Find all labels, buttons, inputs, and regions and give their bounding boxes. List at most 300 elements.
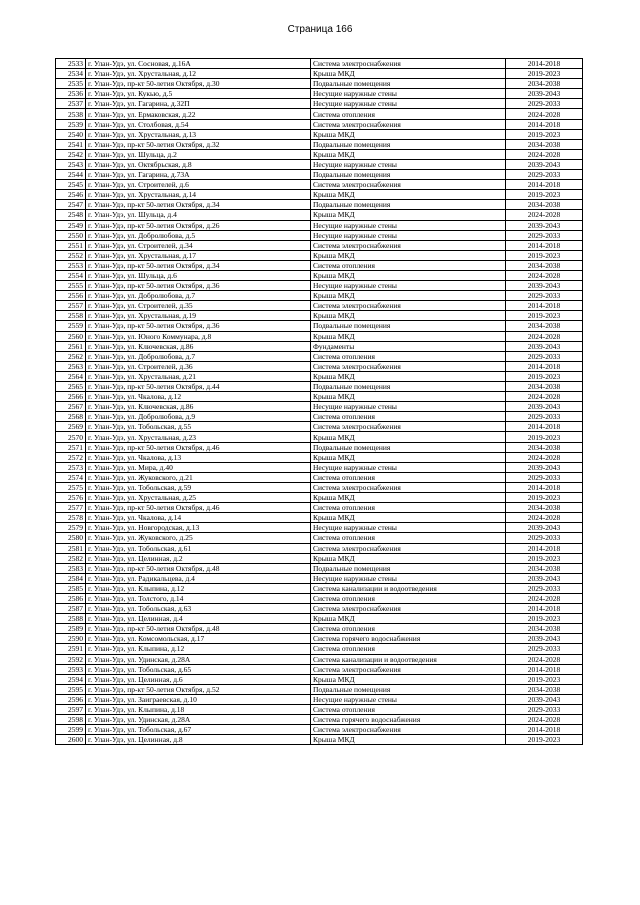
work-type-cell: Крыша МКД	[311, 210, 506, 220]
table-row	[56, 604, 583, 614]
period-cell: 2019-2023	[506, 69, 583, 79]
row-number: 2599	[56, 725, 86, 735]
row-number: 2578	[56, 513, 86, 523]
table-row	[56, 69, 583, 79]
address-cell: г. Улан-Удэ, ул. Добролюбова, д.7	[86, 291, 311, 301]
row-number: 2535	[56, 79, 86, 89]
work-type-cell: Система канализации и водоотведения	[311, 654, 506, 664]
work-type-cell: Система отопления	[311, 472, 506, 482]
period-cell: 2024-2028	[506, 149, 583, 159]
work-type-cell: Несущие наружные стены	[311, 159, 506, 169]
address-cell: г. Улан-Удэ, ул. Целинная, д.8	[86, 735, 311, 745]
row-number: 2542	[56, 149, 86, 159]
address-cell: г. Улан-Удэ, пр-кт 50-летия Октября, д.46	[86, 503, 311, 513]
table-row	[56, 210, 583, 220]
work-type-cell: Несущие наружные стены	[311, 694, 506, 704]
row-number: 2575	[56, 482, 86, 492]
table-row	[56, 200, 583, 210]
row-number: 2546	[56, 190, 86, 200]
row-number: 2552	[56, 250, 86, 260]
period-cell: 2014-2018	[506, 180, 583, 190]
work-type-cell: Система электроснабжения	[311, 664, 506, 674]
table-row	[56, 119, 583, 129]
row-number: 2554	[56, 270, 86, 280]
address-cell: г. Улан-Удэ, ул. Клыпина, д.12	[86, 644, 311, 654]
table-row	[56, 260, 583, 270]
period-cell: 2039-2043	[506, 89, 583, 99]
period-cell: 2029-2033	[506, 351, 583, 361]
table-row	[56, 371, 583, 381]
period-cell: 2034-2038	[506, 503, 583, 513]
row-number: 2556	[56, 291, 86, 301]
table-row	[56, 311, 583, 321]
table-row	[56, 190, 583, 200]
period-cell: 2024-2028	[506, 452, 583, 462]
period-cell: 2034-2038	[506, 260, 583, 270]
table-row	[56, 139, 583, 149]
period-cell: 2024-2028	[506, 513, 583, 523]
period-cell: 2024-2028	[506, 392, 583, 402]
row-number: 2582	[56, 553, 86, 563]
row-number: 2550	[56, 230, 86, 240]
table-row	[56, 614, 583, 624]
row-number: 2570	[56, 432, 86, 442]
row-number: 2536	[56, 89, 86, 99]
row-number: 2538	[56, 109, 86, 119]
address-cell: г. Улан-Удэ, ул. Хрустальная, д.21	[86, 371, 311, 381]
table-row	[56, 482, 583, 492]
period-cell: 2014-2018	[506, 725, 583, 735]
table-row	[56, 442, 583, 452]
address-cell: г. Улан-Удэ, ул. Хрустальная, д.19	[86, 311, 311, 321]
table-row	[56, 99, 583, 109]
work-type-cell: Фундаменты	[311, 341, 506, 351]
work-type-cell: Крыша МКД	[311, 674, 506, 684]
period-cell: 2029-2033	[506, 291, 583, 301]
row-number: 2574	[56, 472, 86, 482]
table-row	[56, 382, 583, 392]
work-type-cell: Система электроснабжения	[311, 543, 506, 553]
address-cell: г. Улан-Удэ, ул. Строителей, д.36	[86, 361, 311, 371]
work-type-cell: Система горячего водоснабжения	[311, 634, 506, 644]
period-cell: 2014-2018	[506, 482, 583, 492]
work-type-cell: Подвальные помещения	[311, 684, 506, 694]
address-cell: г. Улан-Удэ, ул. Хрустальная, д.14	[86, 190, 311, 200]
period-cell: 2029-2033	[506, 583, 583, 593]
period-cell: 2034-2038	[506, 624, 583, 634]
table-row	[56, 735, 583, 745]
period-cell: 2019-2023	[506, 553, 583, 563]
period-cell: 2019-2023	[506, 371, 583, 381]
address-cell: г. Улан-Удэ, ул. Хрустальная, д.25	[86, 493, 311, 503]
table-row	[56, 402, 583, 412]
row-number: 2555	[56, 281, 86, 291]
period-cell: 2014-2018	[506, 119, 583, 129]
work-type-cell: Система отопления	[311, 705, 506, 715]
table-row	[56, 654, 583, 664]
table-row	[56, 331, 583, 341]
period-cell: 2029-2033	[506, 533, 583, 543]
work-type-cell: Система электроснабжения	[311, 240, 506, 250]
row-number: 2593	[56, 664, 86, 674]
address-cell: г. Улан-Удэ, пр-кт 50-летия Октября, д.36	[86, 281, 311, 291]
work-type-cell: Система отопления	[311, 351, 506, 361]
period-cell: 2034-2038	[506, 79, 583, 89]
period-cell: 2019-2023	[506, 493, 583, 503]
address-cell: г. Улан-Удэ, ул. Новгородская, д.13	[86, 523, 311, 533]
work-type-cell: Несущие наружные стены	[311, 281, 506, 291]
period-cell: 2029-2033	[506, 99, 583, 109]
period-cell: 2034-2038	[506, 684, 583, 694]
table-row	[56, 533, 583, 543]
address-cell: г. Улан-Удэ, ул. Столбовая, д.54	[86, 119, 311, 129]
address-cell: г. Улан-Удэ, ул. Хрустальная, д.13	[86, 129, 311, 139]
row-number: 2566	[56, 392, 86, 402]
period-cell: 2019-2023	[506, 674, 583, 684]
address-cell: г. Улан-Удэ, ул. Клыпина, д.12	[86, 583, 311, 593]
address-cell: г. Улан-Удэ, ул. Заиграевская, д.10	[86, 694, 311, 704]
work-type-cell: Система электроснабжения	[311, 59, 506, 69]
address-cell: г. Улан-Удэ, ул. Хрустальная, д.17	[86, 250, 311, 260]
address-cell: г. Улан-Удэ, ул. Гагарина, д.73А	[86, 170, 311, 180]
table-row	[56, 583, 583, 593]
address-cell: г. Улан-Удэ, ул. Тобольская, д.55	[86, 422, 311, 432]
row-number: 2540	[56, 129, 86, 139]
work-type-cell: Несущие наружные стены	[311, 462, 506, 472]
address-cell: г. Улан-Удэ, ул. Чкалова, д.14	[86, 513, 311, 523]
period-cell: 2039-2043	[506, 159, 583, 169]
period-cell: 2024-2028	[506, 109, 583, 119]
table-row	[56, 220, 583, 230]
address-cell: г. Улан-Удэ, ул. Целинная, д.6	[86, 674, 311, 684]
row-number: 2584	[56, 573, 86, 583]
work-type-cell: Подвальные помещения	[311, 442, 506, 452]
address-cell: г. Улан-Удэ, ул. Строителей, д.6	[86, 180, 311, 190]
work-type-cell: Подвальные помещения	[311, 321, 506, 331]
period-cell: 2034-2038	[506, 382, 583, 392]
row-number: 2594	[56, 674, 86, 684]
period-cell: 2019-2023	[506, 432, 583, 442]
work-type-cell: Подвальные помещения	[311, 200, 506, 210]
row-number: 2537	[56, 99, 86, 109]
table-row	[56, 361, 583, 371]
address-cell: г. Улан-Удэ, пр-кт 50-летия Октября, д.46	[86, 442, 311, 452]
period-cell: 2039-2043	[506, 220, 583, 230]
table-row	[56, 573, 583, 583]
row-number: 2562	[56, 351, 86, 361]
table-row	[56, 180, 583, 190]
period-cell: 2014-2018	[506, 604, 583, 614]
address-cell: г. Улан-Удэ, ул. Клыпина, д.18	[86, 705, 311, 715]
work-type-cell: Система электроснабжения	[311, 482, 506, 492]
address-cell: г. Улан-Удэ, пр-кт 50-летия Октября, д.36	[86, 321, 311, 331]
address-cell: г. Улан-Удэ, ул. Шульца, д.6	[86, 270, 311, 280]
row-number: 2560	[56, 331, 86, 341]
work-type-cell: Крыша МКД	[311, 371, 506, 381]
table-row	[56, 270, 583, 280]
row-number: 2545	[56, 180, 86, 190]
address-cell: г. Улан-Удэ, пр-кт 50-летия Октября, д.48	[86, 624, 311, 634]
table-row	[56, 472, 583, 482]
period-cell: 2029-2033	[506, 472, 583, 482]
row-number: 2558	[56, 311, 86, 321]
row-number: 2572	[56, 452, 86, 462]
period-cell: 2014-2018	[506, 543, 583, 553]
table-row	[56, 321, 583, 331]
row-number: 2547	[56, 200, 86, 210]
row-number: 2549	[56, 220, 86, 230]
table-row	[56, 725, 583, 735]
address-cell: г. Улан-Удэ, пр-кт 50-летия Октября, д.52	[86, 684, 311, 694]
row-number: 2541	[56, 139, 86, 149]
period-cell: 2019-2023	[506, 311, 583, 321]
address-cell: г. Улан-Удэ, ул. Шульца, д.2	[86, 149, 311, 159]
work-type-cell: Несущие наружные стены	[311, 220, 506, 230]
address-cell: г. Улан-Удэ, ул. Хрустальная, д.23	[86, 432, 311, 442]
table-row	[56, 301, 583, 311]
address-cell: г. Улан-Удэ, ул. Кукью, д.5	[86, 89, 311, 99]
table-row	[56, 281, 583, 291]
table-row	[56, 503, 583, 513]
address-cell: г. Улан-Удэ, ул. Ключевская, д.86	[86, 402, 311, 412]
period-cell: 2039-2043	[506, 462, 583, 472]
row-number: 2571	[56, 442, 86, 452]
table-row	[56, 523, 583, 533]
register-table	[55, 58, 583, 745]
period-cell: 2019-2023	[506, 250, 583, 260]
table-row	[56, 109, 583, 119]
row-number: 2553	[56, 260, 86, 270]
work-type-cell: Крыша МКД	[311, 331, 506, 341]
row-number: 2600	[56, 735, 86, 745]
work-type-cell: Крыша МКД	[311, 553, 506, 563]
address-cell: г. Улан-Удэ, ул. Удинская, д.28А	[86, 715, 311, 725]
period-cell: 2039-2043	[506, 634, 583, 644]
period-cell: 2019-2023	[506, 614, 583, 624]
row-number: 2534	[56, 69, 86, 79]
row-number: 2585	[56, 583, 86, 593]
work-type-cell: Система электроснабжения	[311, 725, 506, 735]
period-cell: 2024-2028	[506, 210, 583, 220]
row-number: 2589	[56, 624, 86, 634]
row-number: 2590	[56, 634, 86, 644]
work-type-cell: Крыша МКД	[311, 513, 506, 523]
work-type-cell: Несущие наружные стены	[311, 99, 506, 109]
row-number: 2569	[56, 422, 86, 432]
row-number: 2588	[56, 614, 86, 624]
table-row	[56, 412, 583, 422]
period-cell: 2024-2028	[506, 654, 583, 664]
work-type-cell: Подвальные помещения	[311, 382, 506, 392]
table-row	[56, 553, 583, 563]
table-row	[56, 513, 583, 523]
table-row	[56, 694, 583, 704]
work-type-cell: Крыша МКД	[311, 250, 506, 260]
address-cell: г. Улан-Удэ, ул. Добролюбова, д.5	[86, 230, 311, 240]
work-type-cell: Подвальные помещения	[311, 563, 506, 573]
work-type-cell: Подвальные помещения	[311, 79, 506, 89]
table-row	[56, 715, 583, 725]
address-cell: г. Улан-Удэ, ул. Мира, д.40	[86, 462, 311, 472]
table-row	[56, 89, 583, 99]
address-cell: г. Улан-Удэ, ул. Чкалова, д.12	[86, 392, 311, 402]
work-type-cell: Несущие наружные стены	[311, 402, 506, 412]
row-number: 2559	[56, 321, 86, 331]
row-number: 2539	[56, 119, 86, 129]
row-number: 2576	[56, 493, 86, 503]
work-type-cell: Несущие наружные стены	[311, 523, 506, 533]
row-number: 2573	[56, 462, 86, 472]
period-cell: 2039-2043	[506, 341, 583, 351]
row-number: 2548	[56, 210, 86, 220]
address-cell: г. Улан-Удэ, ул. Радикальцева, д.4	[86, 573, 311, 583]
table-row	[56, 79, 583, 89]
period-cell: 2024-2028	[506, 715, 583, 725]
row-number: 2592	[56, 654, 86, 664]
work-type-cell: Крыша МКД	[311, 69, 506, 79]
table-row	[56, 159, 583, 169]
address-cell: г. Улан-Удэ, ул. Тобольская, д.63	[86, 604, 311, 614]
period-cell: 2024-2028	[506, 331, 583, 341]
address-cell: г. Улан-Удэ, пр-кт 50-летия Октября, д.48	[86, 563, 311, 573]
table-row	[56, 341, 583, 351]
period-cell: 2029-2033	[506, 170, 583, 180]
work-type-cell: Крыша МКД	[311, 432, 506, 442]
row-number: 2591	[56, 644, 86, 654]
row-number: 2561	[56, 341, 86, 351]
table-row	[56, 705, 583, 715]
period-cell: 2039-2043	[506, 694, 583, 704]
table-row	[56, 563, 583, 573]
work-type-cell: Система отопления	[311, 260, 506, 270]
address-cell: г. Улан-Удэ, ул. Добролюбова, д.9	[86, 412, 311, 422]
period-cell: 2014-2018	[506, 361, 583, 371]
work-type-cell: Система отопления	[311, 503, 506, 513]
work-type-cell: Крыша МКД	[311, 291, 506, 301]
table-row	[56, 351, 583, 361]
work-type-cell: Подвальные помещения	[311, 170, 506, 180]
work-type-cell: Система отопления	[311, 109, 506, 119]
table-row	[56, 230, 583, 240]
row-number: 2586	[56, 593, 86, 603]
period-cell: 2034-2038	[506, 563, 583, 573]
row-number: 2597	[56, 705, 86, 715]
work-type-cell: Система отопления	[311, 624, 506, 634]
table-row	[56, 543, 583, 553]
address-cell: г. Улан-Удэ, ул. Юного Коммунара, д.8	[86, 331, 311, 341]
period-cell: 2034-2038	[506, 200, 583, 210]
work-type-cell: Крыша МКД	[311, 392, 506, 402]
work-type-cell: Крыша МКД	[311, 270, 506, 280]
address-cell: г. Улан-Удэ, ул. Жуковского, д.21	[86, 472, 311, 482]
address-cell: г. Улан-Удэ, ул. Жуковского, д.25	[86, 533, 311, 543]
table-row	[56, 452, 583, 462]
period-cell: 2024-2028	[506, 270, 583, 280]
work-type-cell: Система электроснабжения	[311, 361, 506, 371]
page-title: Страница 166	[287, 24, 353, 35]
table-row	[56, 170, 583, 180]
table-row	[56, 432, 583, 442]
work-type-cell: Крыша МКД	[311, 493, 506, 503]
address-cell: г. Улан-Удэ, ул. Сосновая, д.16А	[86, 59, 311, 69]
period-cell: 2019-2023	[506, 129, 583, 139]
row-number: 2577	[56, 503, 86, 513]
period-cell: 2024-2028	[506, 593, 583, 603]
work-type-cell: Система канализации и водоотведения	[311, 583, 506, 593]
address-cell: г. Улан-Удэ, пр-кт 50-летия Октября, д.34	[86, 260, 311, 270]
address-cell: г. Улан-Удэ, ул. Шульца, д.4	[86, 210, 311, 220]
work-type-cell: Система электроснабжения	[311, 604, 506, 614]
address-cell: г. Улан-Удэ, ул. Ключевская, д.86	[86, 341, 311, 351]
period-cell: 2014-2018	[506, 240, 583, 250]
address-cell: г. Улан-Удэ, ул. Тобольская, д.65	[86, 664, 311, 674]
work-type-cell: Крыша МКД	[311, 149, 506, 159]
row-number: 2587	[56, 604, 86, 614]
period-cell: 2029-2033	[506, 644, 583, 654]
table-row	[56, 59, 583, 69]
work-type-cell: Крыша МКД	[311, 129, 506, 139]
row-number: 2581	[56, 543, 86, 553]
work-type-cell: Несущие наружные стены	[311, 573, 506, 583]
table-row	[56, 593, 583, 603]
table-row	[56, 674, 583, 684]
work-type-cell: Подвальные помещения	[311, 139, 506, 149]
work-type-cell: Крыша МКД	[311, 190, 506, 200]
row-number: 2565	[56, 382, 86, 392]
row-number: 2580	[56, 533, 86, 543]
period-cell: 2014-2018	[506, 664, 583, 674]
work-type-cell: Крыша МКД	[311, 311, 506, 321]
work-type-cell: Крыша МКД	[311, 614, 506, 624]
table-row	[56, 634, 583, 644]
address-cell: г. Улан-Удэ, пр-кт 50-летия Октября, д.44	[86, 382, 311, 392]
row-number: 2596	[56, 694, 86, 704]
table-row	[56, 291, 583, 301]
table-row	[56, 624, 583, 634]
row-number: 2564	[56, 371, 86, 381]
row-number: 2598	[56, 715, 86, 725]
row-number: 2551	[56, 240, 86, 250]
address-cell: г. Улан-Удэ, пр-кт 50-летия Октября, д.26	[86, 220, 311, 230]
address-cell: г. Улан-Удэ, ул. Удинская, д.28А	[86, 654, 311, 664]
table-row	[56, 462, 583, 472]
table-row	[56, 644, 583, 654]
address-cell: г. Улан-Удэ, пр-кт 50-летия Октября, д.30	[86, 79, 311, 89]
address-cell: г. Улан-Удэ, ул. Тобольская, д.67	[86, 725, 311, 735]
table-row	[56, 149, 583, 159]
work-type-cell: Система отопления	[311, 533, 506, 543]
table-row	[56, 493, 583, 503]
work-type-cell: Несущие наружные стены	[311, 230, 506, 240]
period-cell: 2019-2023	[506, 190, 583, 200]
work-type-cell: Система отопления	[311, 412, 506, 422]
table-row	[56, 129, 583, 139]
work-type-cell: Система горячего водоснабжения	[311, 715, 506, 725]
address-cell: г. Улан-Удэ, ул. Тобольская, д.59	[86, 482, 311, 492]
period-cell: 2014-2018	[506, 301, 583, 311]
period-cell: 2039-2043	[506, 402, 583, 412]
row-number: 2579	[56, 523, 86, 533]
period-cell: 2014-2018	[506, 59, 583, 69]
address-cell: г. Улан-Удэ, ул. Строителей, д.35	[86, 301, 311, 311]
work-type-cell: Система отопления	[311, 593, 506, 603]
row-number: 2583	[56, 563, 86, 573]
work-type-cell: Система электроснабжения	[311, 301, 506, 311]
period-cell: 2034-2038	[506, 139, 583, 149]
address-cell: г. Улан-Удэ, ул. Тобольская, д.61	[86, 543, 311, 553]
table-row	[56, 250, 583, 260]
work-type-cell: Система отопления	[311, 644, 506, 654]
